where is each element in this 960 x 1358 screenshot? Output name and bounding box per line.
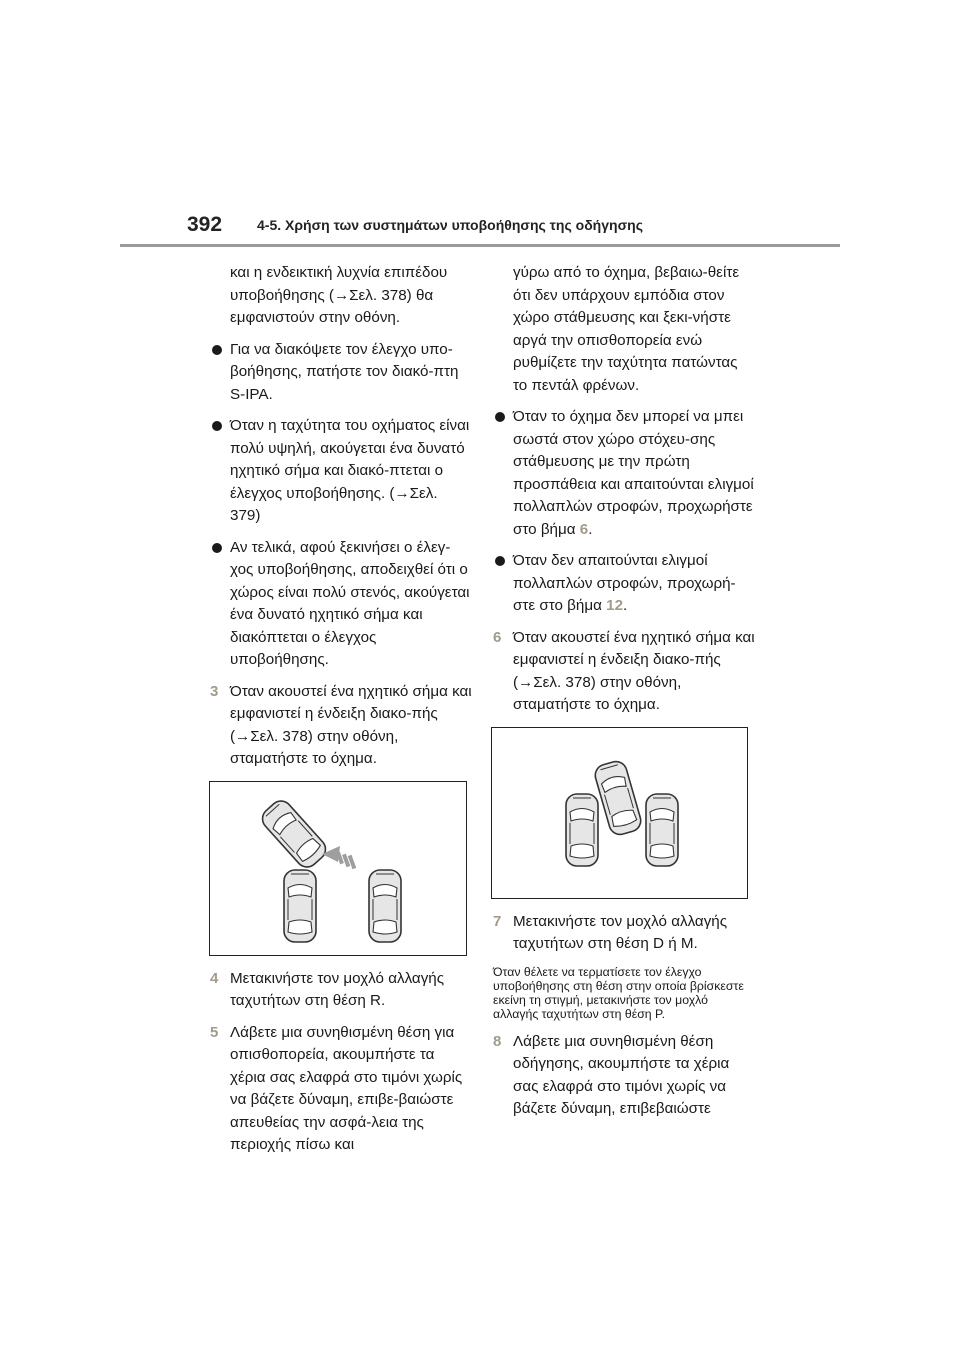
bullet-icon [212,543,222,553]
continued-text: και η ενδεικτική λυχνία επιπέδου υποβοήθησης (→Σελ. 378) θα εμφανιστούν στην οθόνη. [230,264,448,326]
step-reference: 12 [606,597,624,614]
right-column [493,262,755,1130]
step-3: 3 Όταν ακουστεί ένα ηχητικό σήμα και εμφανιστεί η ένδειξη διακο-πής (→Σελ. 378) στην οθόνη, σταματήστε το όχημα. [210,682,472,767]
bullet-item: Αν τελικά, αφού ξεκινήσει ο έλεγ-χος υποβοήθησης, αποδειχθεί ότι ο χώρος είναι πολύ στενός, ακούγεται ένα δυνατό ηχητικό σήμα και διακόπτεται ο έλεγχος υποβοήθησης. [210,537,472,672]
parked-car-icon [566,794,598,866]
left-column [210,262,472,1166]
note-text: Όταν θέλετε να τερματίσετε τον έλεγχο υποβοήθησης στη θέση στην οποία βρίσκεστε εκείνη τη στιγμή, μετακινήστε τον μοχλό αλλαγής ταχυτήτων στη θέση P. [493,964,744,1021]
bullet-icon [212,345,222,355]
bullet-icon [495,412,505,422]
page-number: 392 [187,213,223,236]
parking-illustration-left [210,782,466,955]
step-number: 5 [210,1023,219,1041]
parked-car-icon [646,794,678,866]
continued-text: γύρω από το όχημα, βεβαιω-θείτε ότι δεν υπάρχουν εμπόδια στον χώρο στάθμευσης και ξεκι-νήστε αργά την οπισθοπορεία ενώ ρυθμίζετε την ταχύτητα πατώντας το πεντάλ φρένων. [513,264,740,394]
chapter-title: 4-5. Χρήση των συστημάτων υποβοήθησης της οδήγησης [257,217,643,233]
step-number: 4 [210,969,219,987]
bullet-item: Όταν το όχημα δεν μπορεί να μπει σωστά στον χώρο στόχευ-σης στάθμευσης με την πρώτη προσπάθεια και απαιτούνται ελιγμοί πολλαπλών στροφών, προχωρήστε στο βήμα 6. [493,406,755,541]
bullet-item: Όταν η ταχύτητα του οχήματος είναι πολύ υψηλή, ακούγεται ένα δυνατό ηχητικό σήμα και διακό-πτεται ο έλεγχος υποβοήθησης. (→Σελ. 379) [210,415,472,528]
parking-illustration-right [492,728,747,898]
bullet-item: Όταν δεν απαιτούνται ελιγμοί πολλαπλών στροφών, προχωρή-στε στο βήμα 12. [493,550,755,618]
step-5: 5 Λάβετε μια συνηθισμένη θέση για οπισθοπορεία, ακουμπήστε τα χέρια σας ελαφρά στο τιμόνι χωρίς να βάζετε δύναμη, επιβε-βαιώστε απευθείας την ασφά-λεια της περιοχής πίσω και [210,1023,463,1153]
step-reference: 6 [579,520,589,538]
step-number: 8 [493,1032,502,1050]
figure-reverse-into-space [209,781,467,956]
step-number: 7 [493,912,502,930]
header-rule [120,244,840,247]
step-number: 6 [493,628,502,646]
step-8: 8 Λάβετε μια συνηθισμένη θέση οδήγησης, ακουμπήστε τα χέρια σας ελαφρά στο τιμόνι χωρίς να βάζετε δύναμη, επιβεβαιώστε [493,1032,730,1117]
reverse-arrow-icon [322,846,356,869]
maneuvering-car-icon [258,796,330,871]
maneuvering-car-icon [593,758,644,836]
bullet-item: Για να διακόψετε τον έλεγχο υπο-βοήθησης, πατήστε τον διακό-πτη S-IPA. [210,339,472,407]
figure-pull-forward [491,727,748,899]
parked-car-icon [369,870,401,942]
step-6: 6 Όταν ακουστεί ένα ηχητικό σήμα και εμφανιστεί η ένδειξη διακο-πής (→Σελ. 378) στην οθόνη, σταματήστε το όχημα. [493,628,755,713]
bullet-icon [495,556,505,566]
step-number: 3 [210,682,219,700]
parked-car-icon [284,870,316,942]
step-4: 4 Μετακινήστε τον μοχλό αλλαγής ταχυτήτων στη θέση R. [210,969,445,1009]
step-7: 7 Μετακινήστε τον μοχλό αλλαγής ταχυτήτων στη θέση D ή M. [493,912,728,952]
bullet-icon [212,421,222,431]
